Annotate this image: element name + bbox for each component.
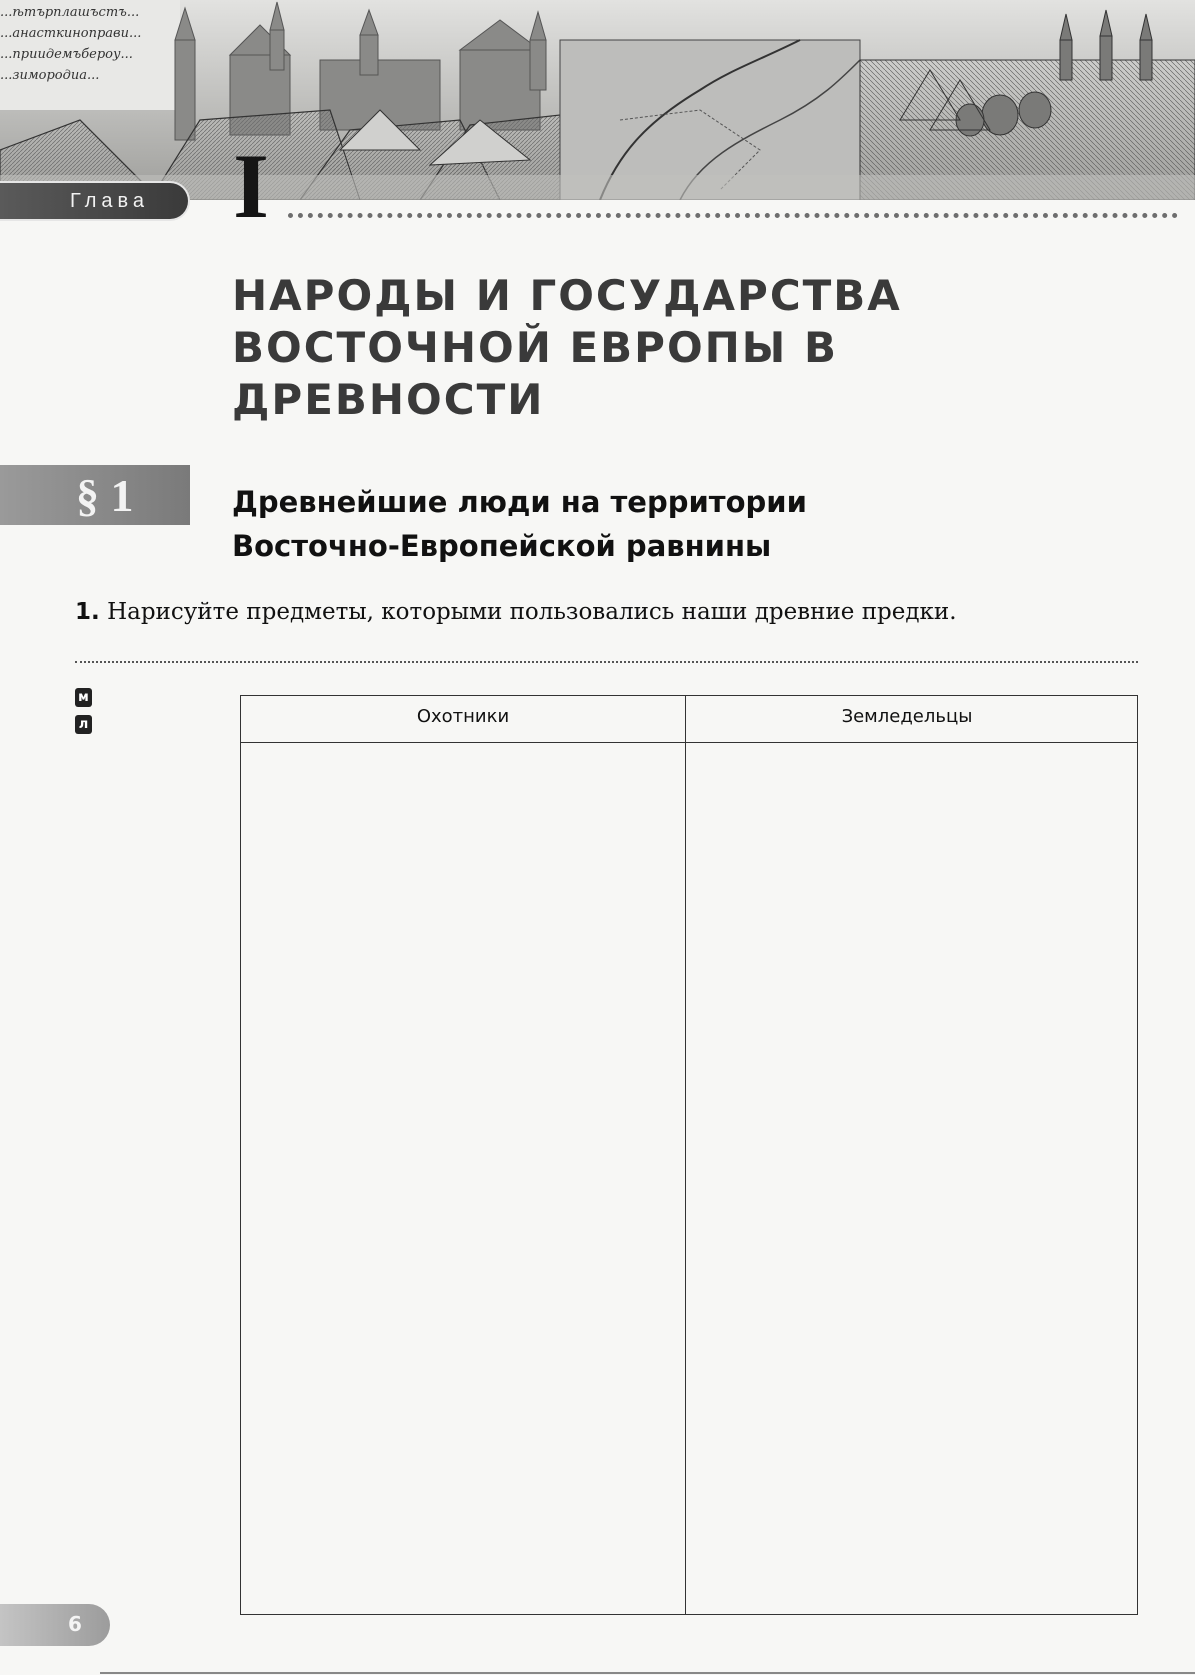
town-map-engraving (0, 0, 1195, 200)
manuscript-line: ...зимородиа... (0, 68, 100, 83)
section-badge (0, 465, 190, 525)
chapter-tab (0, 181, 190, 221)
chapter-title (232, 270, 1152, 426)
bottom-edge (100, 1672, 1195, 1674)
chapter-number: I (233, 135, 269, 237)
task-number: 1. (75, 599, 100, 625)
chapter-title-line: ВОСТОЧНОЙ ЕВРОПЫ В ДРЕВНОСТИ (232, 323, 838, 424)
column-header-hunters: Охотники (416, 706, 510, 727)
manuscript-text (0, 2, 175, 86)
hunters-drawing-area[interactable] (241, 742, 685, 1614)
section-title-line: Древнейшие люди на территории (232, 485, 807, 519)
page-number: 6 (68, 1612, 82, 1636)
header-divider (288, 213, 1178, 218)
section-title (232, 480, 1132, 568)
column-divider (685, 696, 686, 1614)
page-number-tab (0, 1604, 110, 1646)
table-header (241, 696, 1137, 743)
manuscript-line: ...ѣтърплашъстъ... (0, 5, 140, 20)
chapter-title-line: НАРОДЫ И ГОСУДАРСТВА (232, 271, 902, 320)
marker-l-icon: л (75, 715, 92, 734)
drawing-table (240, 695, 1138, 1615)
farmers-drawing-area[interactable] (687, 742, 1137, 1614)
section-title-line: Восточно-Европейской равнины (232, 529, 772, 563)
header-illustration (0, 0, 1195, 200)
chapter-label: Глава (70, 190, 150, 212)
column-header-farmers: Земледельцы (841, 706, 973, 727)
task-text: Нарисуйте предметы, которыми пользовались наши древние предки. (107, 599, 957, 625)
marker-m-icon: м (75, 688, 92, 707)
manuscript-line: ...анасткиноправи... (0, 26, 142, 41)
task-1 (75, 598, 980, 626)
section-number: § 1 (76, 470, 134, 521)
task-divider (75, 661, 1138, 663)
manuscript-line: ...приидемъбероу... (0, 47, 133, 62)
